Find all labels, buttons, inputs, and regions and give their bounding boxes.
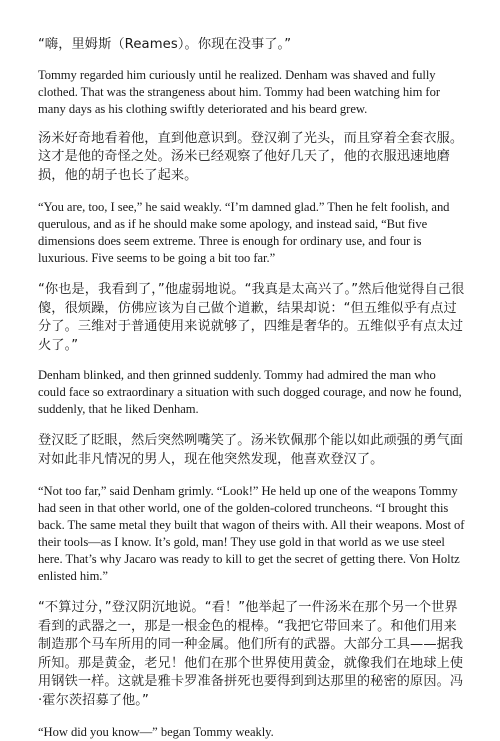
paragraph-zh-4: 登汉眨了眨眼，然后突然咧嘴笑了。汤米钦佩那个能以如此顽强的勇气面对如此非凡情况的男人，现在他突然发现，他喜欢登汉了。 <box>38 433 464 467</box>
paragraph-zh-1: “嗨，里姆斯（Reames）。你现在没事了。” <box>38 37 292 52</box>
paragraph-zh-2: 汤米好奇地看着他，直到他意识到。登汉剃了光头，而且穿着全套衣服。这才是他的奇怪之处。汤米已经观察了他好几天了，他的衣服迅速地磨损，他的胡子也长了起来。 <box>38 130 464 183</box>
paragraph-zh-3: “你也是，我看到了，”他虚弱地说。“我真是太高兴了。”然后他觉得自己很傻，很烦躁，仿佛应该为自己做个道歉，结果却说：“但五维似乎有点过分了。三维对于普通使用来说就够了，四维是奢华的。五维似乎有点太过火了。” <box>38 282 465 353</box>
paragraph-en-1: Tommy regarded him curiously until he realized. Denham was shaved and fully clothed. That was the strangeness about him. Tommy had been watching him for many days as his clothing swiftly deteriorated and his beard grew. <box>38 67 440 116</box>
paragraph-en-5: “How did you know—” began Tommy weakly. <box>38 725 274 739</box>
paragraph-en-3: Denham blinked, and then grinned suddenly. Tommy had admired the man who could face so extraordinary a situation with such dogged courage, and now he found, suddenly, that he liked Denham. <box>38 368 462 416</box>
paragraph-en-2: “You are, too, I see,” he said weakly. “I’m damned glad.” Then he felt foolish, and querulous, and as if he should make some apology, and instead said, “But five dimensions does seem extreme. Three is enough for ordinary use, and four is luxurious. Five seems to be going a bit too far.” <box>38 200 450 265</box>
paragraph-en-4: “Not too far,” said Denham grimly. “Look!” He held up one of the weapons Tommy had seen in that other world, one of the golden-colored truncheons. “I brought this back. The same metal they built that wagon of theirs with. All their weapons. Most of their tools—as I know. It’s gold, man! They use gold in that world as we use steel here. That’s why Jacaro was ready to kill to get the secret of getting there. Von Holtz enlisted him.” <box>38 484 465 583</box>
paragraph-zh-5: “不算过分，”登汉阴沉地说。“看！”他举起了一件汤米在那个另一个世界看到的武器之一，那是一根金色的棍棒。“我把它带回来了。和他们用来制造那个马车所用的同一种金属。他们所有的武器。大部分工具——据我所知。那是黄金，老兄！他们在那个世界使用黄金，就像我们在地球上使用钢铁一样。这就是雅卡罗准备拼死也要得到到达那里的秘密的原因。冯·霍尔茨招募了他。” <box>38 600 464 708</box>
document-page <box>38 36 466 741</box>
